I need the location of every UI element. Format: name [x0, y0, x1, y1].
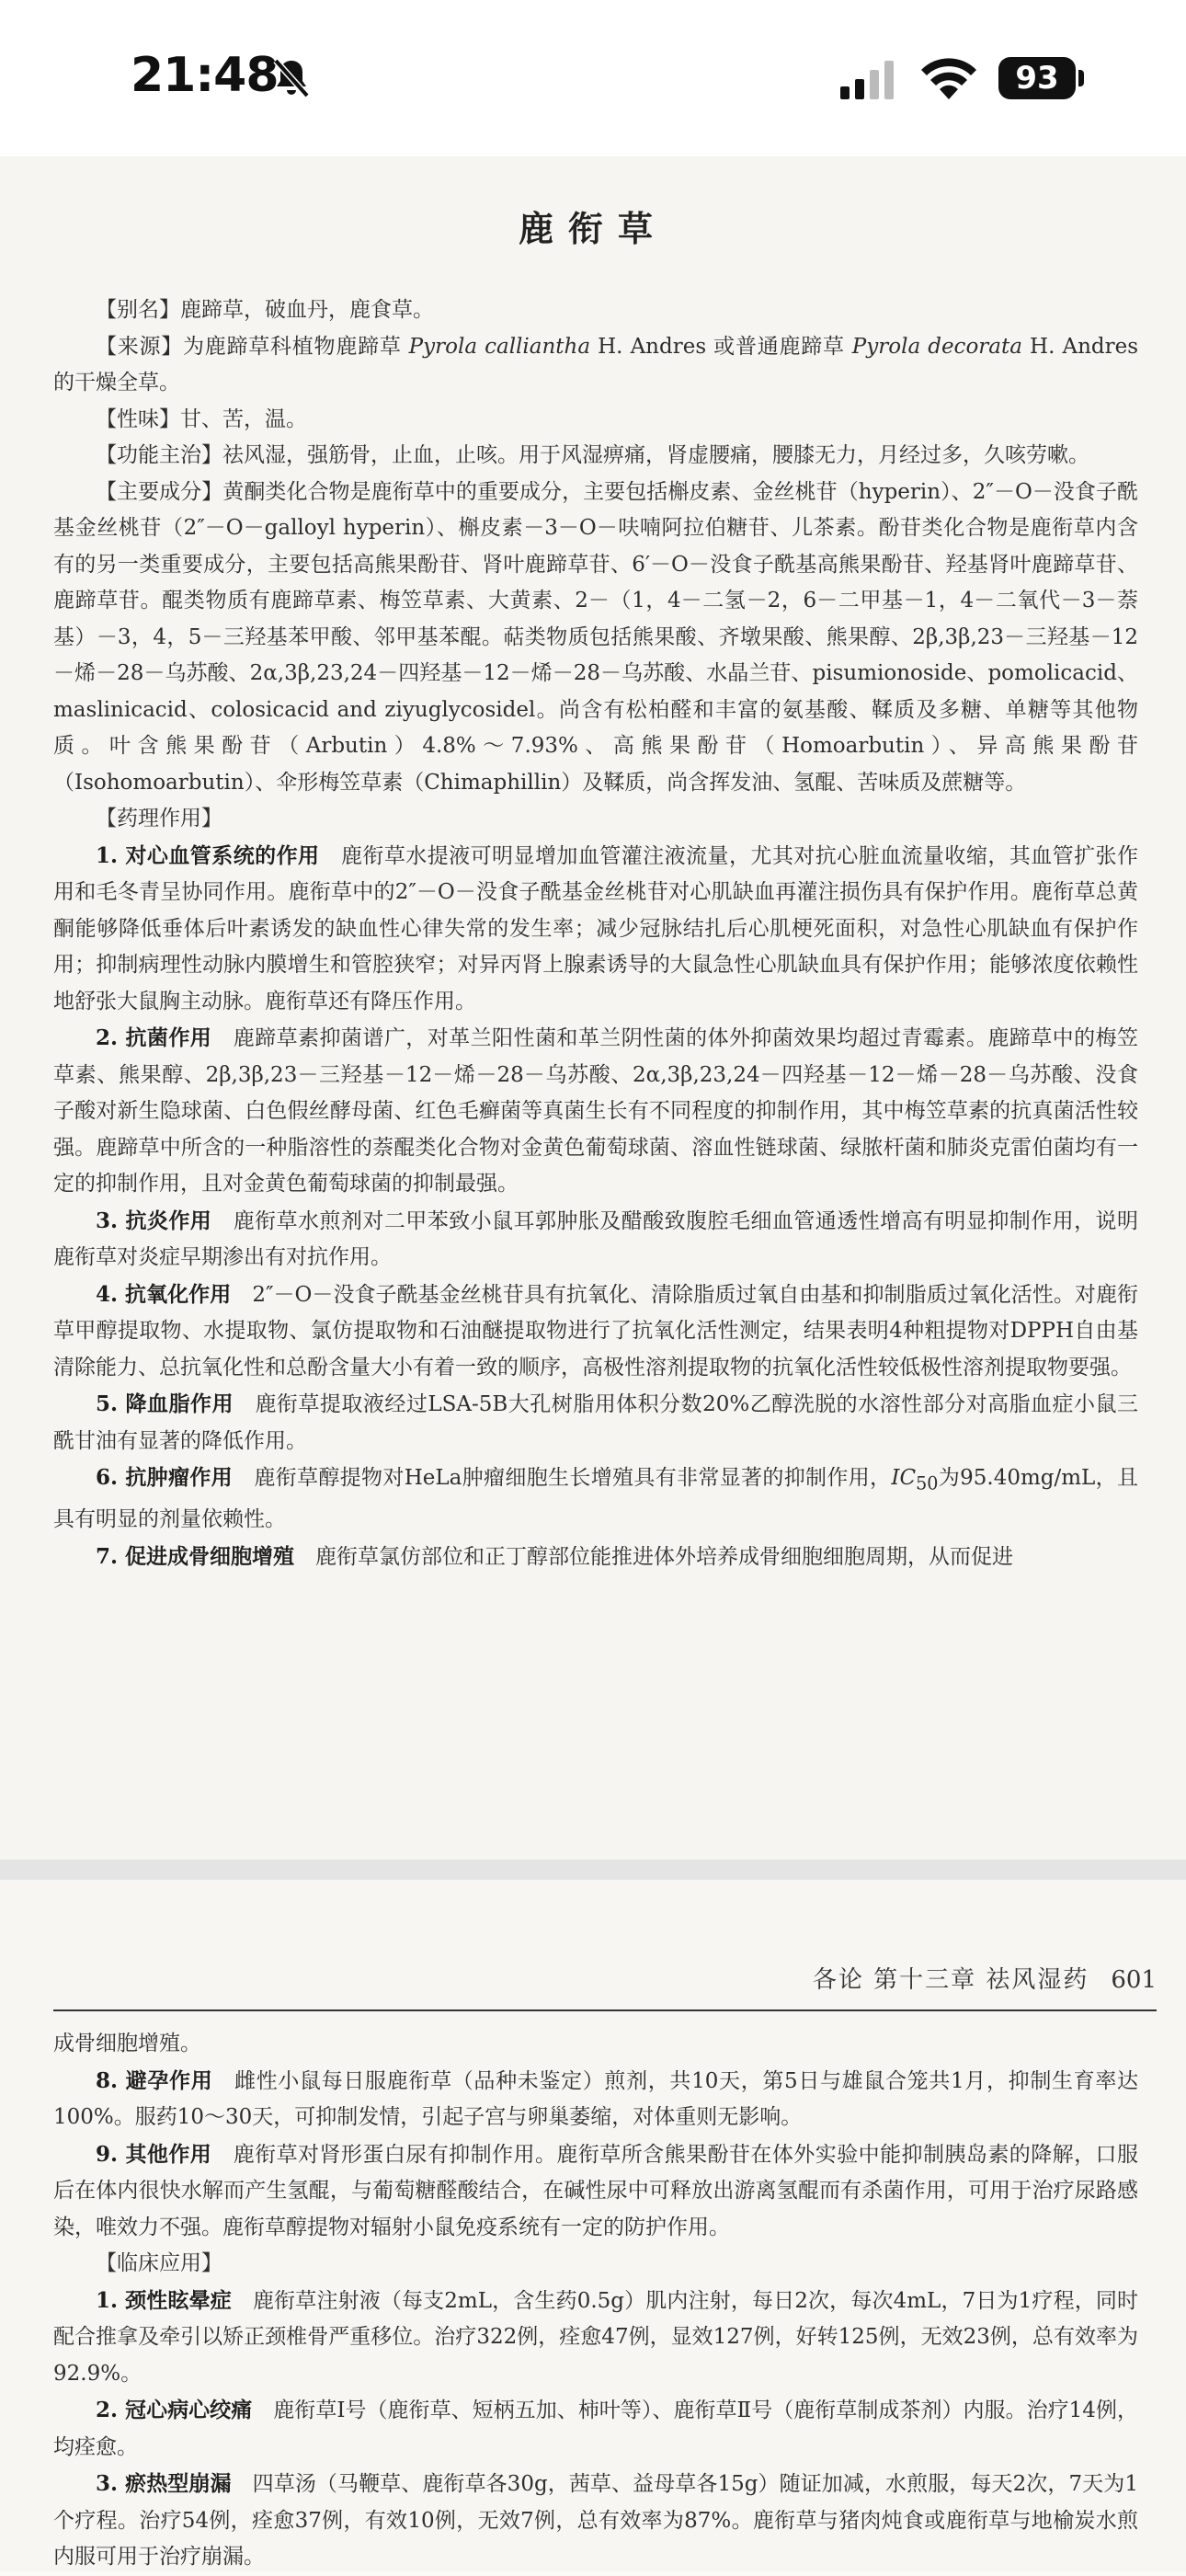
pharmacology-item [53, 838, 1138, 1021]
monograph-body-upper [53, 292, 1138, 1575]
pharmacology-item [53, 1539, 1138, 1576]
clinical-item [53, 2466, 1138, 2576]
pharmacology-heading: 9. 其他作用 [96, 2141, 212, 2167]
pharmacology-heading: 6. 抗肿瘤作用 [96, 1465, 234, 1490]
battery-nub [1078, 70, 1084, 86]
page-title: 鹿衔草 [518, 208, 667, 249]
alias-text: 鹿蹄草，破血丹，鹿食草。 [180, 298, 434, 322]
ic50-subscript: 50 [916, 1472, 939, 1494]
pharmacology-item [53, 1203, 1138, 1277]
pharmacology-heading: 7. 促进成骨细胞增殖 [96, 1543, 295, 1569]
alias-tag: 【别名】 [96, 298, 180, 322]
pharmacology-item [53, 1277, 1138, 1387]
nature-text: 甘、苦，温。 [180, 406, 307, 431]
clinical-tag: 【临床应用】 [96, 2251, 222, 2275]
pharmacology-item [53, 1020, 1138, 1203]
nature-paragraph [53, 402, 1138, 439]
clinical-heading: 2. 冠心病心绞痛 [96, 2398, 253, 2422]
pharmacology-tag: 【药理作用】 [96, 807, 222, 830]
chapter-title: 各论 第十三章 祛风湿药 [812, 1966, 1089, 1994]
clinical-item [53, 2392, 1138, 2466]
pharmacology-heading: 4. 抗氧化作用 [96, 1281, 232, 1307]
alias-paragraph [53, 292, 1138, 329]
pharmacology-text: 鹿衔草水煎剂对二甲苯致小鼠耳郭肿胀及醋酸致腹腔毛细血管通透性增高有明显抑制作用，说明鹿衔草对炎症早期渗出有对抗作用。 [53, 1208, 1138, 1269]
ic50-symbol: IC [891, 1466, 917, 1490]
function-tag: 【功能主治】 [96, 443, 222, 467]
components-tag: 【主要成分】 [96, 479, 223, 504]
header-rule [53, 2009, 1157, 2011]
pharmacology-heading: 3. 抗炎作用 [96, 1208, 212, 1233]
function-text: 祛风湿，强筋骨，止血，止咳。用于风湿痹痛，肾虚腰痛，腰膝无力，月经过多，久咳劳嗽。 [222, 443, 1089, 467]
clinical-text: 鹿衔草Ⅰ号（鹿衔草、短柄五加、柿叶等）、鹿衔草Ⅱ号（鹿衔草制成茶剂）内服。治疗14例，均痊愈。 [53, 2399, 1138, 2459]
status-time: 21:48 [131, 48, 279, 103]
latin-name-1: Pyrola calliantha [408, 334, 591, 359]
pharmacology-item [53, 2063, 1138, 2136]
pharmacology-text: 鹿衔草水提液可明显增加血管灌注液流量，尤其对抗心脏血流量收缩，其血管扩张作用和毛冬青呈协同作用。鹿衔草中的2″－O－没食子酰基金丝桃苷对心肌缺血再灌注损伤具有保护作用。鹿衔草总黄酮能够降低垂体后叶素诱发的缺血性心律失常的发生率；减少冠脉结扎后心肌梗死面积，对急性心肌缺血有保护作用；抑制病理性动脉内膜增生和管腔狭窄；对异丙肾上腺素诱导的大鼠急性心肌缺血具有保护作用；能够浓度依赖性地舒张大鼠胸主动脉。鹿衔草还有降压作用。 [53, 843, 1138, 1013]
pharmacology-heading: 5. 降血脂作用 [96, 1391, 234, 1416]
battery-icon: 93 [998, 57, 1076, 99]
page-number: 601 [1111, 1966, 1157, 1994]
cellular-signal-icon [838, 61, 897, 99]
pharmacology-text: 2″－O－没食子酰基金丝桃苷具有抗氧化、清除脂质过氧自由基和抑制脂质过氧化活性。对鹿衔草甲醇提取物、水提取物、氯仿提取物和石油醚提取物进行了抗氧化活性测定，结果表明4种粗提物对DPPH自由基清除能力、总抗氧化性和总酚含量大小有着一致的顺序，高极性溶剂提取物的抗氧化活性较低极性溶剂提取物要强。 [53, 1282, 1138, 1380]
components-paragraph [53, 475, 1138, 802]
pharmacology-text: 鹿衔草醇提物对HeLa肿瘤细胞生长增殖具有非常显著的抑制作用， [254, 1466, 892, 1490]
pharmacology-text: 为95.40mg/mL，且具有明显的剂量依赖性。 [53, 1466, 1138, 1532]
source-paragraph [53, 329, 1138, 402]
pharmacology-heading: 8. 避孕作用 [96, 2067, 213, 2093]
latin-name-2: Pyrola decorata [851, 334, 1022, 359]
pharmacology-heading: 1. 对心血管系统的作用 [96, 842, 320, 868]
pharmacology-text: 鹿衔草对肾形蛋白尿有抑制作用。鹿衔草所含熊果酚苷在体外实验中能抑制胰岛素的降解，口服后在体内很快水解而产生氢醌，与葡萄糖醛酸结合，在碱性尿中可释放出游离氢醌而有杀菌作用，可用于治疗尿路感染，唯效力不强。鹿衔草醇提物对辐射小鼠免疫系统有一定的防护作用。 [53, 2142, 1138, 2239]
function-paragraph [53, 438, 1138, 475]
running-head [53, 1961, 1157, 1995]
clinical-text: 四草汤（马鞭草、鹿衔草各30g，茜草、益母草各15g）随证加减，水煎服，每天2次，7天为1个疗程。治疗54例，痊愈37例，有效10例，无效7例，总有效率为87%。鹿衔草与猪肉炖食或鹿衔草与地榆炭水煎内服可用于治疗崩漏。 [53, 2472, 1138, 2569]
continuation-text: 成骨细胞增殖。 [53, 2032, 201, 2055]
pharmacology-item [53, 1386, 1138, 1460]
bell-muted-icon [268, 55, 314, 101]
source-tag: 【来源】 [96, 334, 184, 359]
wifi-icon [919, 57, 978, 101]
pharmacology-text: 鹿衔草氯仿部位和正丁醇部位能推进体外培养成骨细胞细胞周期，从而促进 [315, 1544, 1014, 1569]
clinical-text: 鹿衔草注射液（每支2mL，含生药0.5g）肌内注射，每日2次，每次4mL，7日为1疗程，同时配合推拿及牵引以矫正颈椎骨严重移位。治疗322例，痊愈47例，显效127例，好转125例，无效23例，总有效率为92.9%。 [53, 2288, 1138, 2386]
pharmacology-text: 鹿蹄草素抑菌谱广，对革兰阳性菌和革兰阴性菌的体外抑菌效果均超过青霉素。鹿蹄草中的梅笠草素、熊果醇、2β,3β,23－三羟基－12－烯－28－乌苏酸、2α,3β,23,24－四羟基－12－烯－28－乌苏酸、没食子酸对新生隐球菌、白色假丝酵母菌、红色毛癣菌等真菌生长有不同程度的抑制作用，其中梅笠草素的抗真菌活性较强。鹿蹄草中所含的一种脂溶性的萘醌类化合物对金黄色葡萄球菌、溶血性链球菌、绿脓杆菌和肺炎克雷伯菌均有一定的抑制作用，且对金黄色葡萄球菌的抑制最强。 [53, 1026, 1138, 1196]
page-separator [0, 1860, 1186, 1880]
monograph-body-lower [53, 2026, 1138, 2576]
clinical-item [53, 2283, 1138, 2393]
clinical-heading: 3. 瘀热型崩漏 [96, 2471, 232, 2496]
pharmacology-item [53, 1460, 1138, 1539]
clinical-heading: 1. 颈性眩晕症 [96, 2287, 232, 2313]
pharmacology-text: 雌性小鼠每日服鹿衔草（品种未鉴定）煎剂，共10天，第5日与雄鼠合笼共1月，抑制生育率达100%。服药10～30天，可抑制发情，引起子宫与卵巢萎缩，对体重则无影响。 [53, 2068, 1138, 2129]
nature-tag: 【性味】 [96, 406, 180, 431]
pharmacology-heading: 2. 抗菌作用 [96, 1025, 212, 1050]
pharmacology-text: 鹿衔草提取液经过LSA-5B大孔树脂用体积分数20%乙醇洗脱的水溶性部分对高脂血症小鼠三酰甘油有显著的降低作用。 [53, 1392, 1138, 1453]
components-text: 黄酮类化合物是鹿衔草中的重要成分，主要包括槲皮素、金丝桃苷（hyperin）、2″－O－没食子酰基金丝桃苷（2″－O－galloyl hyperin）、槲皮素－3－O－呋喃阿拉伯糖苷、儿茶素。酚苷类化合物是鹿衔草内含有的另一类重要成分，主要包括高熊果酚苷、肾叶鹿蹄草苷、6′－O－没食子酰基高熊果酚苷、羟基肾叶鹿蹄草苷、鹿蹄草苷。醌类物质有鹿蹄草素、梅笠草素、大黄素、2－（1，4－二氢－2，6－二甲基－1，4－二氧代－3－萘基）－3，4，5－三羟基苯甲酸、邻甲基苯醌。萜类物质包括熊果酸、齐墩果酸、熊果醇、2β,3β,23－三羟基－12－烯－28－乌苏酸、2α,3β,23,24－四羟基－12－烯－28－乌苏酸、水晶兰苷、pisumionoside、pomolicacid、maslinicacid、colosicacid and ziyuglycosidel。尚含有松柏醛和丰富的氨基酸、鞣质及多糖、单糖等其他物质。叶含熊果酚苷（Arbutin）4.8%～7.93%、高熊果酚苷（Homoarbutin）、异高熊果酚苷（Isohomoarbutin）、伞形梅笠草素（Chimaphillin）及鞣质，尚含挥发油、氢醌、苦味质及蔗糖等。 [53, 479, 1138, 795]
source-text-post: H. Andres 的干燥全草。 [53, 334, 1139, 395]
status-bar [0, 0, 1186, 156]
source-text-mid: H. Andres 或普通鹿蹄草 [590, 334, 852, 359]
pharmacology-item [53, 2136, 1138, 2247]
source-text-pre: 为鹿蹄草科植物鹿蹄草 [183, 334, 409, 359]
